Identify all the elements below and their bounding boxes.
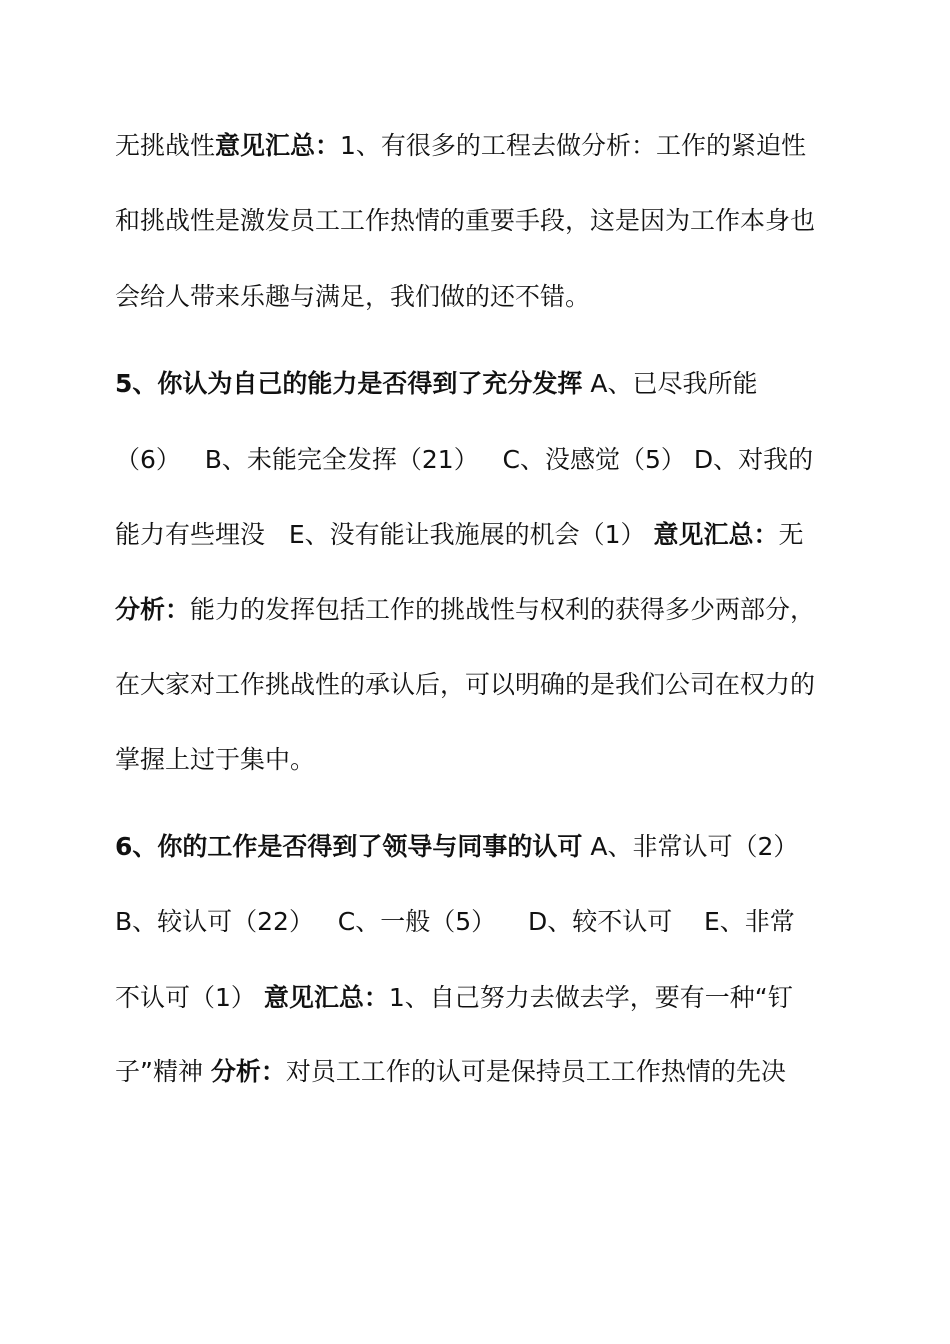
analysis-line-3 xyxy=(115,740,855,780)
question-5-heading xyxy=(115,364,855,404)
text-run: 1、有很多的工程去做分析：工作的紧迫性 xyxy=(340,131,806,160)
text-line-2 xyxy=(115,201,855,241)
text-run: 会给人带来乐趣与满足，我们做的还不错。 xyxy=(115,282,591,311)
text-run: B、较认可（22） C、一般（5） D、较不认可 E、非常 xyxy=(115,907,795,936)
text-run: 和挑战性是激发员工工作热情的重要手段，这是因为工作本身也 xyxy=(115,206,816,235)
text-run: 无挑战性 xyxy=(115,131,216,160)
bold-label-opinion-summary: 意见汇总： xyxy=(215,131,341,160)
question-6-heading xyxy=(115,827,855,867)
analysis-line-1 xyxy=(115,590,855,630)
text-run: 对员工工作的认可是保持员工工作热情的先决 xyxy=(285,1057,786,1086)
question-6-options-2 xyxy=(115,978,855,1018)
bold-label-opinion-summary: 意见汇总： xyxy=(263,983,389,1012)
text-run: 能力的发挥包括工作的挑战性与权利的获得多少两部分， xyxy=(190,595,816,624)
text-run: 1、自己努力去做去学，要有一种“钉 xyxy=(388,983,793,1012)
analysis-line-2 xyxy=(115,665,855,705)
text-run: 子”精神 xyxy=(115,1057,211,1086)
text-run: 在大家对工作挑战性的承认后，可以明确的是我们公司在权力的 xyxy=(115,670,816,699)
question-title: 5、你认为自己的能力是否得到了充分发挥 xyxy=(115,369,583,398)
text-run: 不认可（1） xyxy=(115,983,264,1012)
question-6-options xyxy=(115,902,855,942)
text-line-1 xyxy=(115,126,855,166)
option-a: A、非常认可（2） xyxy=(582,832,799,861)
bold-label-analysis: 分析： xyxy=(115,595,191,624)
text-run: 无 xyxy=(778,520,804,549)
question-5-options-2 xyxy=(115,515,855,555)
question-5-options xyxy=(115,440,855,480)
option-a: A、已尽我所能 xyxy=(582,369,758,398)
bold-label-analysis: 分析： xyxy=(210,1057,286,1086)
bold-label-opinion-summary: 意见汇总： xyxy=(653,520,779,549)
text-run: 掌握上过于集中。 xyxy=(115,745,316,774)
text-run: 能力有些埋没 E、没有能让我施展的机会（1） xyxy=(115,520,654,549)
text-line-3 xyxy=(115,277,855,317)
analysis-line-q6 xyxy=(115,1052,855,1092)
text-run: （6） B、未能完全发挥（21） C、没感觉（5） D、对我的 xyxy=(115,445,814,474)
question-title: 6、你的工作是否得到了领导与同事的认可 xyxy=(115,832,583,861)
